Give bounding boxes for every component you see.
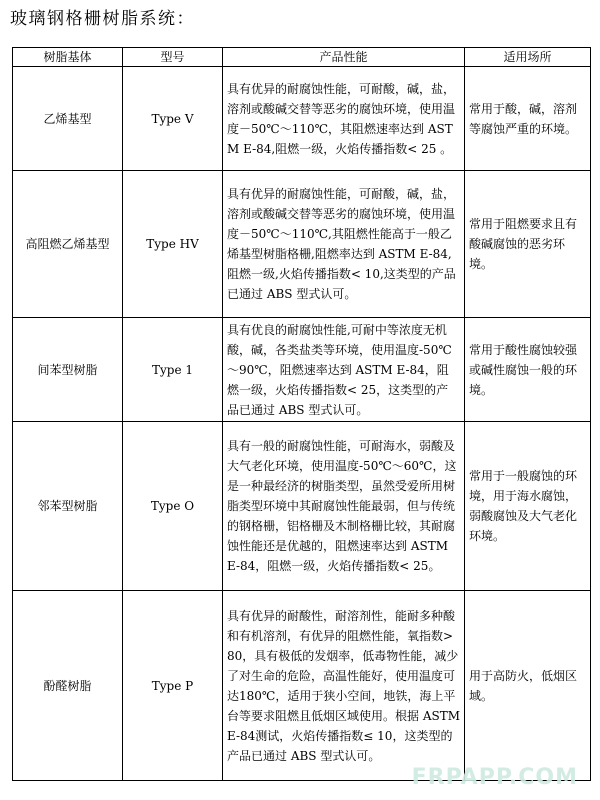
- resin-base-cell: 间苯型树脂: [13, 318, 123, 422]
- application-cell: 常用于一般腐蚀的环境，用于海水腐蚀，弱酸腐蚀及大气老化环境。: [465, 422, 591, 591]
- model-cell: Type 1: [123, 318, 223, 422]
- model-cell: Type O: [123, 422, 223, 591]
- performance-cell: 具有优异的耐腐蚀性能，可耐酸，碱，盐，溶剂或酸碱交替等恶劣的腐蚀环境，使用温度－50℃～110℃,其阻燃性能高于一般乙烯基型树脂格栅,阻燃率达到 ASTM E-84,阻燃一级,火焰传播指数< 10,这类型的产品已通过 ABS 型式认可。: [223, 171, 465, 318]
- model-cell: Type HV: [123, 171, 223, 318]
- performance-cell: 具有优良的耐腐蚀性能,可耐中等浓度无机酸，碱，各类盐类等环境，使用温度-50℃～90℃，阻燃速率达到 ASTM E-84，阻燃一级，火焰传播指数< 25，这类型的产品已通过 ABS 型式认可。: [223, 318, 465, 422]
- application-cell: 常用于阻燃要求且有酸碱腐蚀的恶劣环境。: [465, 171, 591, 318]
- header-application: 适用场所: [465, 48, 591, 67]
- table-row: [13, 591, 591, 781]
- resin-base-cell: 酚醛树脂: [13, 591, 123, 781]
- performance-cell: 具有优异的耐腐蚀性能，可耐酸，碱，盐，溶剂或酸碱交替等恶劣的腐蚀环境，使用温度－50℃～110℃，其阻燃速率达到 ASTM E-84,阻燃一级，火焰传播指数< 25 。: [223, 67, 465, 171]
- application-cell: 常用于酸，碱，溶剂等腐蚀严重的环境。: [465, 67, 591, 171]
- header-model: 型号: [123, 48, 223, 67]
- application-cell: 常用于酸性腐蚀较强或碱性腐蚀一般的环境。: [465, 318, 591, 422]
- table-row: [13, 318, 591, 422]
- model-cell: Type P: [123, 591, 223, 781]
- application-cell: 用于高防火，低烟区域。: [465, 591, 591, 781]
- table-header-row: [13, 48, 591, 67]
- performance-cell: 具有一般的耐腐蚀性能，可耐海水，弱酸及大气老化环境，使用温度-50℃～60℃，这是一种最经济的树脂类型，虽然受爱所用树脂类型环境中其耐腐蚀性能最弱，但与传统的钢格栅，铝格栅及木制格栅比较，其耐腐蚀性能还是优越的，阻燃速率达到 ASTM E-84，阻燃一级，火焰传播指数< 25。: [223, 422, 465, 591]
- table-row: [13, 67, 591, 171]
- performance-cell: 具有优异的耐酸性，耐溶剂性，能耐多种酸和有机溶剂，有优异的阻燃性能，氧指数> 80，具有极低的发烟率，低毒物性能，减少了对生命的危险，高温性能好，使用温度可达180℃，适用于狭小空间，地铁，海上平台等要求阻燃且低烟区域使用。根据 ASTM E-84测试，火焰传播指数≤ 10，这类型的产品已通过 ABS 型式认可。: [223, 591, 465, 781]
- watermark-logo: FRPAPP.COM: [411, 765, 578, 790]
- table-row: [13, 422, 591, 591]
- resin-base-cell: 乙烯基型: [13, 67, 123, 171]
- resin-base-cell: 高阻燃乙烯基型: [13, 171, 123, 318]
- page-title: 玻璃钢格栅树脂系统：: [10, 9, 195, 29]
- model-cell: Type V: [123, 67, 223, 171]
- header-performance: 产品性能: [223, 48, 465, 67]
- resin-system-table: [12, 47, 591, 781]
- resin-base-cell: 邻苯型树脂: [13, 422, 123, 591]
- table-row: [13, 171, 591, 318]
- header-resin-base: 树脂基体: [13, 48, 123, 67]
